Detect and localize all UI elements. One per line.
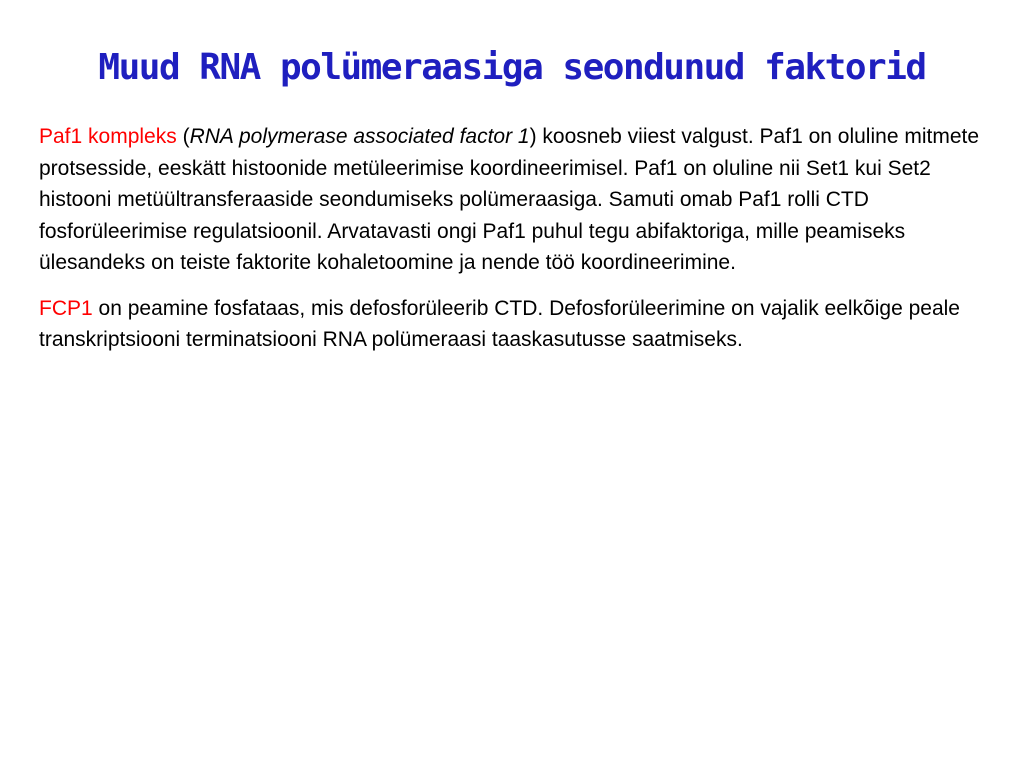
term-fcp1: FCP1 — [39, 296, 93, 320]
paf1-open-paren: ( — [176, 125, 190, 148]
paragraph-fcp1 — [39, 293, 984, 356]
fcp1-description: on peamine fosfataas, mis defosforüleerib CTD. Defosforüleerimine on vajalik eelkõige peale transkriptsiooni terminatsiooni RNA polümeraasi taaskasutusse saatmiseks. — [39, 296, 960, 351]
paf1-description: ) koosneb viiest valgust. Paf1 on oluline mitmete protsesside, eeskätt histoonide metüleerimise koordineerimisel. Paf1 on oluline nii Set1 kui Set2 histooni metüültransferaaside seondumiseks polümeraasiga. Samuti omab Paf1 rolli CTD fosforüleerimise regulatsioonil. Arvatavasti ongi Paf1 puhul tegu abifaktoriga, mille peamiseks ülesandeks on teiste faktorite kohaletoomine ja nende töö koordineerimine. — [39, 125, 980, 274]
paragraph-paf1 — [39, 121, 984, 279]
term-paf1-kompleks: Paf1 kompleks — [39, 125, 177, 148]
slide-title: Muud RNA polümeraasiga seondunud faktorid — [98, 47, 926, 88]
paf1-full-name: RNA polymerase associated factor 1 — [189, 125, 530, 148]
slide-body — [39, 121, 984, 370]
